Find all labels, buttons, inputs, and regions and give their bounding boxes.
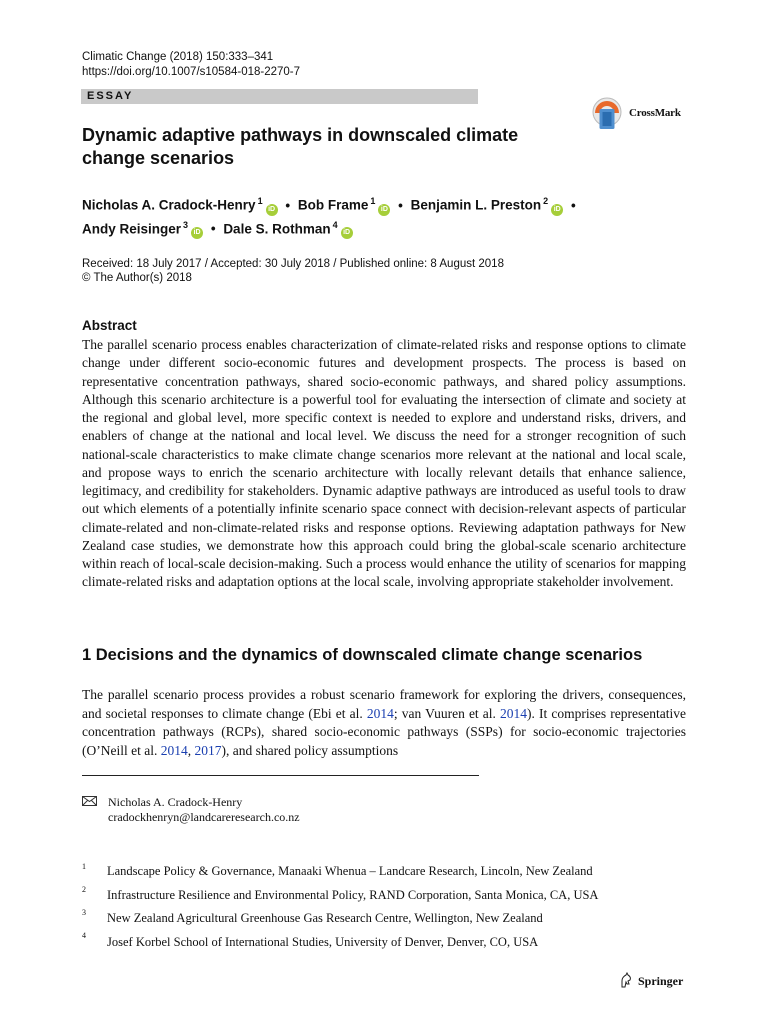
orcid-icon[interactable]: iD: [191, 227, 203, 239]
article-type-bar: [81, 89, 478, 104]
body-text: ), and shared policy assumptions: [221, 742, 399, 758]
history-dates: Received: 18 July 2017 / Accepted: 30 July 2018 / Published online: 8 August 2018: [82, 258, 504, 270]
publisher-logo-text: Springer: [638, 974, 684, 988]
author-name[interactable]: Nicholas A. Cradock-Henry: [82, 197, 256, 213]
affiliation-text: Landscape Policy & Governance, Manaaki Whenua – Landcare Research, Lincoln, New Zealand: [107, 864, 593, 878]
citation-link[interactable]: 2014: [160, 742, 188, 758]
abstract-text: The parallel scenario process enables characterization of climate-related risks and response options to climate change under different socio-economic futures and development prospects. The process is based on representative concentration pathways, shared socio-economic pathways, and shared policy assumptions. Although this scenario architecture is a powerful tool for evaluating the intersection of climate and society at the regional and global level, more specific context is needed to explore and understand risks, drivers, and enablers of change at the national and local level. We discuss the need for a stronger recognition of such national-scale characteristics to make climate change scenarios more relevant at the national and local scale, and propose ways to enrich the scenario architecture with locally relevant details that enhance salience, legitimacy, and credibility for stakeholders. Dynamic adaptive pathways are introduced as useful tools to draw out which elements of a potentially infinite scenario space connect with decision-relevant aspects of particular climate-related and non-climate-related risks and response options. Reviewing adaptation pathways for New Zealand case studies, we demonstrate how this approach could bring the global-scale scenario architecture within reach of local-scale decision-making. Such a process would enhance the utility of scenarios for mapping climate-related risks and adaptation options at the local scale, involving appropriate stakeholder involvement.: [82, 337, 686, 590]
author-name[interactable]: Bob Frame: [297, 197, 369, 213]
crossmark-label[interactable]: CrossMark: [629, 107, 681, 119]
abstract-heading: Abstract: [82, 318, 137, 333]
author-list: [82, 192, 682, 239]
affiliation-marker: 3: [183, 219, 189, 230]
publication-history: [82, 257, 504, 285]
corresponding-author-email[interactable]: cradockhenryn@landcareresearch.co.nz: [108, 810, 300, 824]
crossmark-icon[interactable]: [592, 97, 622, 131]
body-text: ; van Vuuren et al.: [393, 705, 501, 721]
author-name[interactable]: Dale S. Rothman: [223, 221, 331, 236]
envelope-icon: [82, 796, 97, 806]
copyright-notice: © The Author(s) 2018: [82, 272, 192, 284]
springer-horse-icon: [619, 972, 633, 988]
orcid-icon[interactable]: iD: [266, 204, 278, 216]
article-type-label: ESSAY: [87, 90, 134, 102]
section-heading: 1 Decisions and the dynamics of downscaled climate change scenarios: [82, 646, 643, 664]
journal-volume-pages: Climatic Change (2018) 150:333–341: [82, 51, 274, 63]
affiliation-number: 3: [82, 908, 86, 917]
affiliation-marker: 2: [543, 196, 549, 206]
title-line: change scenarios: [82, 148, 235, 168]
footnote-divider: [82, 775, 479, 776]
author-separator: •: [570, 197, 576, 213]
doi-link[interactable]: https://doi.org/10.1007/s10584-018-2270-7: [82, 66, 301, 78]
author-line: [82, 216, 682, 240]
author-separator: •: [210, 221, 216, 236]
affiliation-marker: 4: [332, 219, 338, 230]
affiliation-number: 4: [82, 931, 86, 940]
author-line: [82, 192, 682, 216]
author-separator: •: [285, 197, 291, 213]
orcid-icon[interactable]: iD: [551, 204, 563, 216]
citation-link[interactable]: 2014: [500, 705, 528, 721]
corresponding-author-name: Nicholas A. Cradock-Henry: [108, 795, 243, 809]
affiliation-number: 1: [82, 862, 86, 871]
author-name[interactable]: Andy Reisinger: [82, 221, 182, 236]
orcid-icon[interactable]: iD: [341, 227, 353, 239]
body-text: ). It comprises representative concentration pathways (RCPs), shared socio-economic pathways (SSPs) for socio-economic trajectories (O’Neill et al.: [82, 705, 686, 758]
affiliation-marker: 1: [257, 196, 263, 206]
affiliation-text: Josef Korbel School of International Studies, University of Denver, Denver, CO, USA: [107, 935, 539, 949]
body-text: The parallel scenario process provides a robust scenario framework for exploring the drivers, consequences, and societal responses to climate change (Ebi et al.: [82, 687, 686, 721]
citation-link[interactable]: 2014: [366, 705, 394, 721]
journal-citation: [82, 50, 300, 80]
citation-link[interactable]: 2017: [194, 742, 222, 758]
body-text: ,: [187, 742, 195, 758]
title-line: Dynamic adaptive pathways in downscaled climate: [82, 125, 519, 145]
author-name[interactable]: Benjamin L. Preston: [410, 197, 542, 213]
affiliation-number: 2: [82, 885, 86, 894]
affiliation-text: Infrastructure Resilience and Environmental Policy, RAND Corporation, Santa Monica, CA, USA: [107, 888, 599, 902]
orcid-icon[interactable]: iD: [378, 204, 390, 216]
affiliation-text: New Zealand Agricultural Greenhouse Gas Research Centre, Wellington, New Zealand: [107, 911, 543, 925]
section-paragraph: [82, 686, 686, 760]
article-title: [82, 124, 562, 170]
author-separator: •: [398, 197, 403, 213]
affiliation-marker: 1: [370, 196, 376, 206]
